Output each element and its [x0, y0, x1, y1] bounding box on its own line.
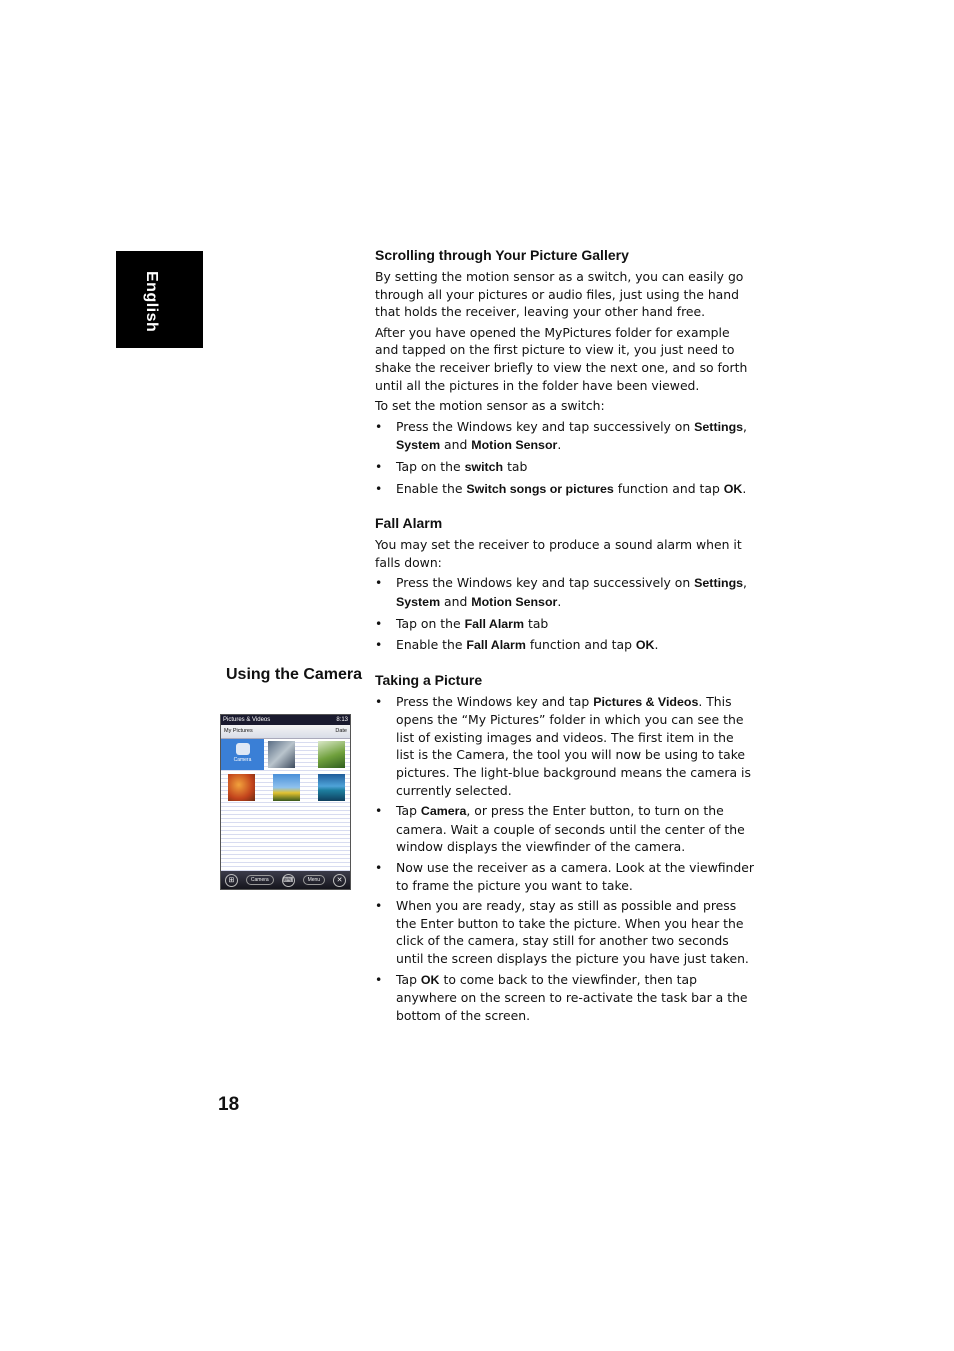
- windows-start-icon: ⊞: [225, 874, 238, 887]
- phone-camera-label: Camera: [233, 757, 252, 763]
- step-bold: OK: [635, 638, 655, 653]
- step-text: Tap on the: [396, 615, 465, 631]
- step-bold: Camera: [420, 804, 467, 819]
- phone-folder-bar: [221, 725, 350, 739]
- step-bold: Settings: [694, 576, 744, 591]
- list-item: [375, 971, 755, 1025]
- list-item: [375, 574, 755, 611]
- scrolling-paragraph-1: By setting the motion sensor as a switch, you can easily go through all your pictures or audio files, just using the hand that holds the receiver, leaving your other hand free.: [375, 269, 744, 320]
- phone-title-bar: [221, 715, 350, 725]
- language-side-tab: [116, 251, 203, 348]
- step-bold: Switch songs or pictures: [466, 481, 614, 496]
- taking-picture-steps: [375, 693, 755, 1025]
- taking-picture-section: [375, 671, 755, 1025]
- main-text-column: [375, 246, 755, 1040]
- scrolling-heading: Scrolling through Your Picture Gallery: [375, 247, 629, 263]
- step-bold: Fall Alarm: [464, 616, 525, 631]
- phone-camera-item: [221, 739, 264, 770]
- step-text: .: [557, 593, 562, 609]
- photo-thumbnail: [318, 774, 345, 801]
- phone-app-title: Pictures & Videos: [223, 717, 271, 723]
- close-icon: ✕: [333, 874, 346, 887]
- photo-thumbnail: [318, 741, 345, 768]
- step-text: Enable the: [396, 637, 467, 653]
- step-text: Tap on the: [396, 458, 465, 474]
- step-text: Tap: [396, 971, 421, 987]
- phone-taskbar: [221, 871, 350, 889]
- step-text: .: [557, 437, 562, 453]
- step-text: Press the Windows key and tap: [396, 693, 594, 709]
- taking-picture-heading: Taking a Picture: [375, 671, 483, 688]
- scrolling-paragraph-3: To set the motion sensor as a switch:: [375, 398, 605, 414]
- step-text: and: [440, 437, 472, 453]
- photo-thumbnail: [228, 774, 255, 801]
- step-bold: Motion Sensor: [471, 594, 558, 609]
- step-text: Tap: [396, 803, 421, 819]
- step-text: tab: [524, 615, 549, 631]
- step-bold: Settings: [694, 419, 744, 434]
- step-bold: Fall Alarm: [466, 638, 526, 653]
- list-item: [375, 418, 755, 455]
- step-text: .: [654, 637, 659, 653]
- step-text: Enable the: [396, 480, 467, 496]
- fall-alarm-paragraph: You may set the receiver to produce a sound alarm when it falls down:: [375, 537, 742, 570]
- phone-thumbnail-grid: [221, 739, 350, 872]
- step-text: ,: [743, 575, 747, 591]
- list-item: [375, 615, 755, 634]
- step-text: Press the Windows key and tap successively on: [396, 418, 695, 434]
- keyboard-icon: ⌨: [282, 874, 295, 887]
- phone-folder-name: My Pictures: [224, 728, 253, 734]
- step-text: Press the Windows key and tap successively on: [396, 575, 695, 591]
- step-bold: Motion Sensor: [471, 438, 558, 453]
- step-text: and: [440, 593, 472, 609]
- step-bold: System: [396, 594, 441, 609]
- step-text: to come back to the viewfinder, then tap anywhere on the screen to re-activate the task bar a the bottom of the screen.: [396, 971, 748, 1023]
- list-item: [375, 636, 755, 655]
- step-text: . This opens the “My Pictures” folder in which you can see the list of existing images and videos. The first item in the list is the Camera, the tool you will now be using to take pictures. The light-blue background means the camera is currently selected.: [396, 693, 751, 798]
- step-text: function and tap: [613, 480, 724, 496]
- list-item: • Now use the receiver as a camera. Look at the viewfinder to frame the picture you want to take.: [375, 859, 755, 894]
- language-label: English: [143, 271, 160, 333]
- list-item: [375, 480, 755, 499]
- photo-thumbnail: [273, 774, 300, 801]
- step-bold: Pictures & Videos: [593, 694, 699, 709]
- list-item: [375, 458, 755, 477]
- phone-sort-label: Date: [335, 728, 347, 734]
- step-bold: switch: [464, 459, 504, 474]
- scrolling-steps: [375, 418, 755, 498]
- scrolling-paragraph-2: After you have opened the MyPictures folder for example and tapped on the first picture to view it, you just need to shake the receiver briefly to view the next one, and so forth until all the pictures in the folder have been viewed.: [375, 324, 748, 393]
- fall-alarm-heading: Fall Alarm: [375, 515, 443, 532]
- step-text: function and tap: [525, 637, 636, 653]
- taskbar-menu-button: Menu: [303, 875, 326, 885]
- step-text: , or press the Enter button, to turn on the camera. Wait a couple of seconds until the center of the window displays the viewfinder of the camera.: [396, 803, 745, 855]
- step-text: .: [742, 480, 747, 496]
- step-text: ,: [743, 418, 747, 434]
- list-item: [375, 802, 755, 856]
- list-item: • When you are ready, stay as still as possible and press the Enter button to take the picture. When you hear the click of the camera, stay still for another two seconds until the screen displays the picture you have just taken.: [375, 897, 755, 967]
- step-bold: OK: [420, 972, 440, 987]
- photo-thumbnail: [268, 741, 295, 768]
- page-number: 18: [218, 1094, 240, 1115]
- taskbar-camera-button: Camera: [246, 875, 274, 885]
- list-item: [375, 693, 755, 800]
- step-bold: System: [396, 438, 441, 453]
- camera-icon: [236, 743, 250, 755]
- phone-clock: 8:13: [336, 717, 348, 723]
- fall-alarm-steps: [375, 574, 755, 654]
- section-heading-using-camera: Using the Camera: [226, 666, 363, 683]
- step-text: tab: [503, 458, 528, 474]
- step-bold: OK: [723, 481, 743, 496]
- pictures-videos-screenshot: [220, 714, 351, 890]
